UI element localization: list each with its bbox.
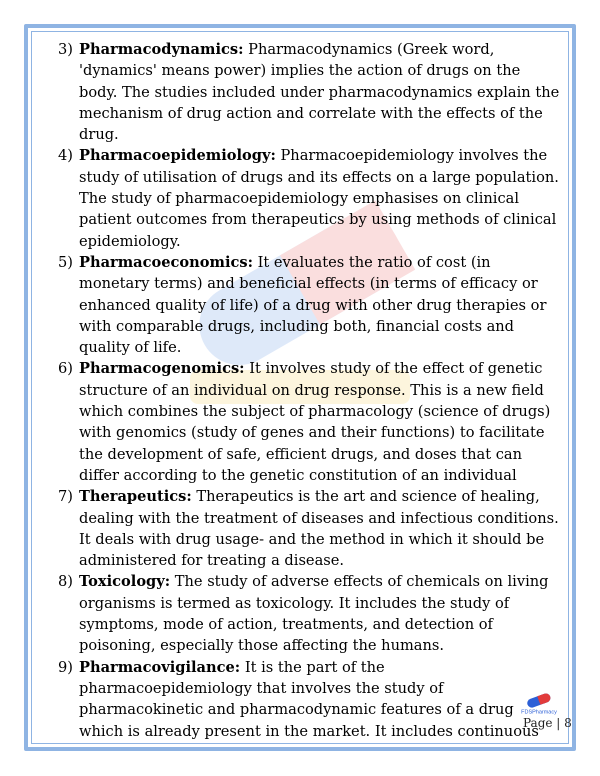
list-item	[60, 39, 560, 145]
item-term: Pharmacoepidemiology:	[79, 147, 276, 165]
item-text: It evaluates the ratio of cost (in monetary terms) and beneficial effects (in terms of efficacy or enhanced quality of life) of a drug with other drug therapies or with comparable drugs, including both, financial costs and quality of life.	[79, 253, 547, 357]
logo-text: FDSPharmacy	[521, 709, 557, 715]
list-item	[60, 571, 560, 656]
item-text: Pharmacodynamics (Greek word, 'dynamics' means power) implies the action of drugs on the body. The studies included under pharmacodynamics explain the mechanism of drug action and correlate with the effects of the drug.	[79, 41, 560, 144]
item-number: 3)	[58, 41, 73, 58]
list-item	[60, 657, 560, 742]
item-term: Pharmacovigilance:	[79, 658, 241, 676]
item-number: 5)	[58, 253, 73, 271]
item-text: Pharmacoepidemiology involves the study of utilisation of drugs and its effects on a large population. The study of pharmacoepidemiology emphasises on clinical patient outcomes from therapeutics by using methods of clinical epidemiology.	[79, 147, 559, 250]
list-item	[60, 252, 560, 358]
document-body	[60, 39, 560, 742]
item-number: 6)	[58, 360, 73, 378]
fdspharmacy-logo	[518, 693, 560, 715]
item-text: It involves study of the effect of genetic structure of an individual on drug response. This is a new field which combines the subject of pharmacology (science of drugs) with genomics (study of genes and their functions) to facilitate the development of safe, efficient drugs, and doses that can differ according to the genetic constitution of an individual	[79, 360, 551, 484]
item-number: 4)	[58, 147, 73, 165]
item-text: It is the part of the pharmacoepidemiology that involves the study of pharmacokinetic and pharmacodynamic features of a drug which is already present in the market. It includes continuous	[79, 658, 539, 740]
item-term: Pharmacogenomics:	[79, 360, 245, 378]
item-term: Therapeutics:	[79, 488, 192, 506]
page-number: Page | 8	[523, 716, 572, 730]
item-number: 7)	[58, 488, 73, 506]
item-term: Toxicology:	[79, 573, 171, 591]
list-item	[60, 358, 560, 486]
item-term: Pharmacoeconomics:	[79, 253, 253, 271]
item-text: The study of adverse effects of chemicals on living organisms is termed as toxicology. It includes the study of symptoms, mode of action, treatments, and detection of poisoning, especially those affecting the humans.	[79, 573, 549, 655]
list-item	[60, 486, 560, 571]
item-term: Pharmacodynamics:	[79, 41, 244, 58]
list-item	[60, 145, 560, 251]
item-text: Therapeutics is the art and science of healing, dealing with the treatment of diseases and infectious conditions. It deals with drug usage- and the method in which it should be administered for treating a disease.	[79, 488, 559, 570]
item-number: 8)	[58, 573, 73, 591]
item-number: 9)	[58, 658, 73, 676]
